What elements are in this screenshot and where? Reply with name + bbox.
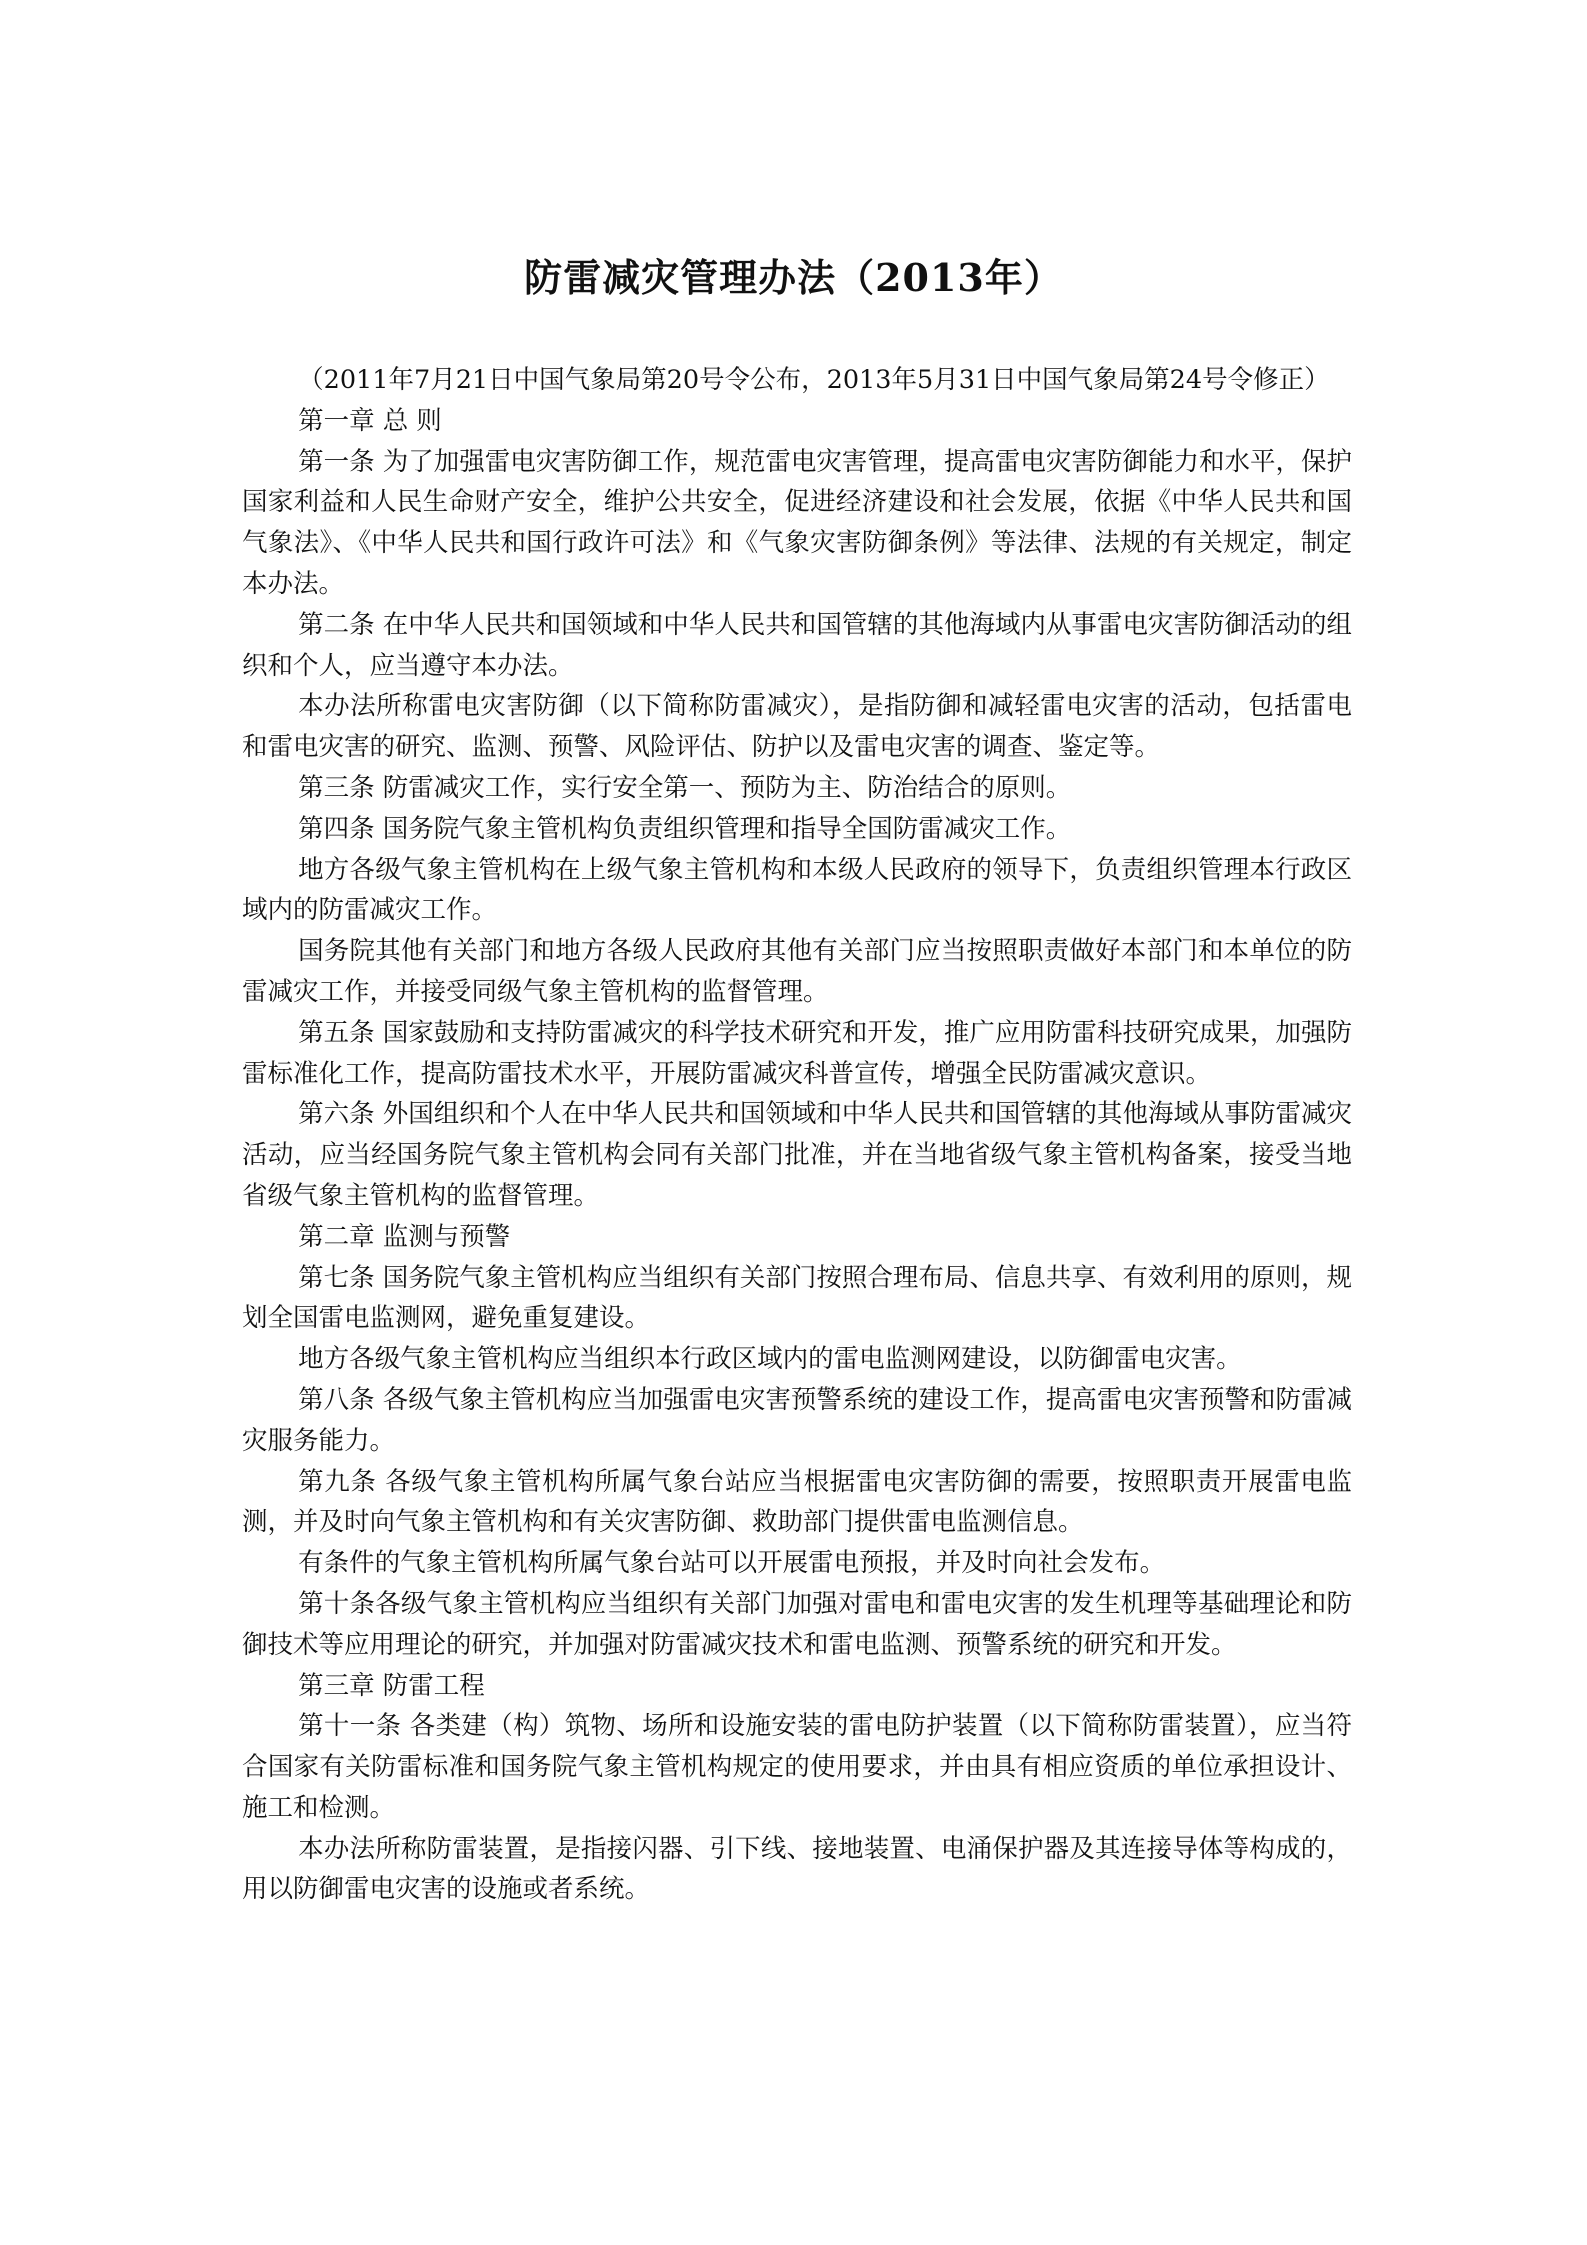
article-paragraph: 第七条 国务院气象主管机构应当组织有关部门按照合理布局、信息共享、有效利用的原则，规划全国雷电监测网，避免重复建设。 bbox=[242, 1262, 1352, 1334]
article-paragraph: 有条件的气象主管机构所属气象台站可以开展雷电预报，并及时向社会发布。 bbox=[298, 1548, 1166, 1579]
article-paragraph: 国务院其他有关部门和地方各级人民政府其他有关部门应当按照职责做好本部门和本单位的防雷减灾工作，并接受同级气象主管机构的监督管理。 bbox=[242, 936, 1352, 1007]
document-body bbox=[242, 360, 1352, 1910]
article-paragraph: 第十一条 各类建（构）筑物、场所和设施安装的雷电防护装置（以下简称防雷装置），应当符合国家有关防雷标准和国务院气象主管机构规定的使用要求，并由具有相应资质的单位承担设计、施工和检测。 bbox=[242, 1711, 1352, 1823]
article-paragraph: 地方各级气象主管机构应当组织本行政区域内的雷电监测网建设，以防御雷电灾害。 bbox=[298, 1344, 1242, 1375]
article-paragraph: 第六条 外国组织和个人在中华人民共和国领域和中华人民共和国管辖的其他海域从事防雷减灾活动，应当经国务院气象主管机构会同有关部门批准，并在当地省级气象主管机构备案，接受当地省级气象主管机构的监督管理。 bbox=[242, 1099, 1352, 1211]
article-paragraph: 第九条 各级气象主管机构所属气象台站应当根据雷电灾害防御的需要，按照职责开展雷电监测，并及时向气象主管机构和有关灾害防御、救助部门提供雷电监测信息。 bbox=[242, 1466, 1352, 1538]
chapter-heading: 第二章 监测与预警 bbox=[298, 1221, 511, 1252]
article-paragraph: 第八条 各级气象主管机构应当加强雷电灾害预警系统的建设工作，提高雷电灾害预警和防雷减灾服务能力。 bbox=[242, 1384, 1352, 1456]
chapter-heading: 第三章 防雷工程 bbox=[298, 1670, 485, 1701]
chapter-heading: 第一章 总 则 bbox=[298, 405, 442, 436]
promulgation-note: （2011年7月21日中国气象局第20号令公布，2013年5月31日中国气象局第24号令修正） bbox=[298, 365, 1330, 395]
article-paragraph: 地方各级气象主管机构在上级气象主管机构和本级人民政府的领导下，负责组织管理本行政区域内的防雷减灾工作。 bbox=[242, 854, 1352, 926]
article-paragraph: 第一条 为了加强雷电灾害防御工作，规范雷电灾害管理，提高雷电灾害防御能力和水平，保护国家利益和人民生命财产安全，维护公共安全，促进经济建设和社会发展，依据《中华人民共和国气象法》、《中华人民共和国行政许可法》和《气象灾害防御条例》等法律、法规的有关规定，制定本办法。 bbox=[242, 446, 1352, 599]
article-paragraph: 第五条 国家鼓励和支持防雷减灾的科学技术研究和开发，推广应用防雷科技研究成果，加强防雷标准化工作，提高防雷技术水平，开展防雷减灾科普宣传，增强全民防雷减灾意识。 bbox=[242, 1017, 1352, 1089]
article-paragraph: 本办法所称雷电灾害防御（以下简称防雷减灾），是指防御和减轻雷电灾害的活动，包括雷电和雷电灾害的研究、监测、预警、风险评估、防护以及雷电灾害的调查、鉴定等。 bbox=[242, 691, 1352, 763]
article-paragraph: 第十条各级气象主管机构应当组织有关部门加强对雷电和雷电灾害的发生机理等基础理论和防御技术等应用理论的研究，并加强对防雷减灾技术和雷电监测、预警系统的研究和开发。 bbox=[242, 1588, 1352, 1660]
article-paragraph: 第四条 国务院气象主管机构负责组织管理和指导全国防雷减灾工作。 bbox=[298, 813, 1072, 844]
article-paragraph: 第二条 在中华人民共和国领域和中华人民共和国管辖的其他海域内从事雷电灾害防御活动的组织和个人，应当遵守本办法。 bbox=[242, 609, 1352, 681]
document-title: 防雷减灾管理办法（2013年） bbox=[524, 255, 1063, 300]
article-paragraph: 本办法所称防雷装置，是指接闪器、引下线、接地装置、电涌保护器及其连接导体等构成的，用以防御雷电灾害的设施或者系统。 bbox=[242, 1833, 1352, 1905]
article-paragraph: 第三条 防雷减灾工作，实行安全第一、预防为主、防治结合的原则。 bbox=[298, 772, 1072, 803]
